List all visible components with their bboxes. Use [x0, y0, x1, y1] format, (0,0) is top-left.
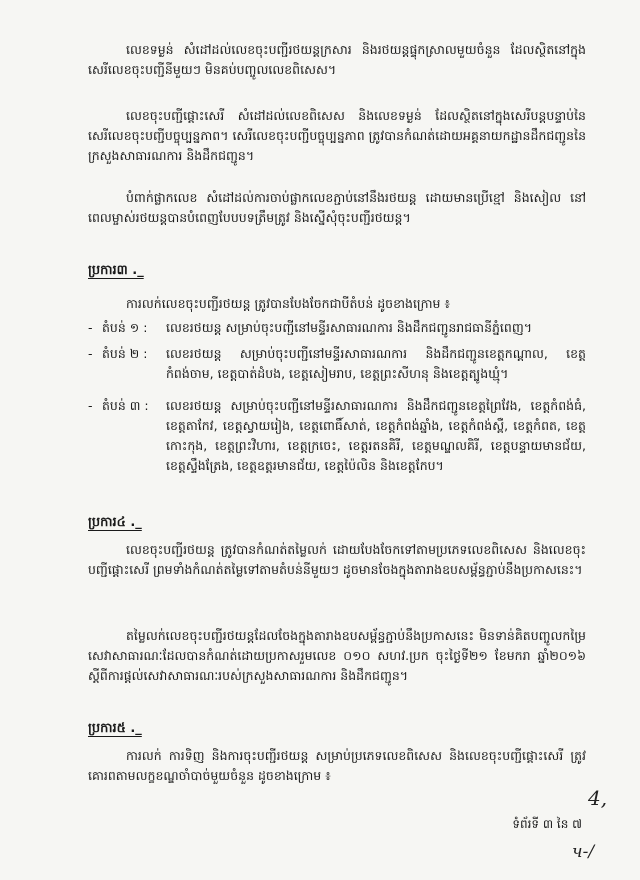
article-5-heading: ប្រការ៥ ._	[88, 721, 142, 736]
zone-3-label: តំបន់ ៣ :	[102, 398, 149, 413]
page-number-footer: ទំព័រទី ៣ នៃ ៧	[512, 817, 582, 831]
paragraph-plate-fitting-definition: បំពាក់ផ្លាកលេខ សំដៅដល់ការចាប់ផ្លាកលេខភ្ជាប់នៅនឹងរថយន្ត ដោយមានប្រើខ្មៅ និងសៀល នៅពេលម្ចាស់រថយន្តបានបំពេញបែបបទត្រឹមត្រូវ និងស្នើសុំចុះបញ្ជីរថយន្ត។	[88, 190, 586, 225]
handwritten-initial-bottom: ч-/	[572, 842, 595, 862]
article-3-heading: ប្រការ៣ ._	[88, 263, 144, 278]
zone-1-dash: -	[88, 320, 93, 335]
paragraph-heavy-number-definition: លេខទម្ងន់ សំដៅដល់លេខចុះបញ្ជីរថយន្តក្រសារ និងរថយន្តផ្ទុកស្រាលមួយចំនួន ដែលស្ថិតនៅក្នុងសេរីលេខចុះបញ្ជីនីមួយៗ មិនគប់បញ្ចូលលេខពិសេស។	[88, 42, 586, 77]
article-3-intro: ការលក់លេខចុះបញ្ជីរថយន្ត ត្រូវបានបែងចែកជាបីតំបន់ ដូចខាងក្រោម ៖	[126, 296, 450, 311]
paragraph-free-series-definition: លេខចុះបញ្ជីផ្តោះសេរី សំដៅដល់លេខពិសេស និងលេខទម្ងន់ ដែលស្ថិតនៅក្នុងសេរីបន្តបន្ទាប់នៃសេរីលេខចុះបញ្ជីបច្ចុប្បន្នភាព។ សេរីលេខចុះបញ្ជីបច្ចុប្បន្នភាព ត្រូវបានកំណត់ដោយអគ្គនាយកដ្ឋានដឹកជញ្ជូននៃក្រសួងសាធារណការ និងដឹកជញ្ជូន។	[88, 108, 586, 163]
article-5-conditions-paragraph: ការលក់ ការទិញ និងការចុះបញ្ជីរថយន្ត សម្រាប់ប្រភេទលេខពិសេស និងលេខចុះបញ្ជីផ្តោះសេរី ត្រូវគោរពតាមលក្ខខណ្ឌចាំបាច់មួយចំនួន ដូចខាងក្រោម ៖	[88, 748, 586, 783]
zone-1-text: លេខរថយន្ត សម្រាប់ចុះបញ្ជីនៅមន្ទីរសាធារណការ និងដឹកជញ្ជូនរាជធានីភ្នំពេញ។	[166, 320, 532, 335]
zone-3-text: លេខរថយន្ត សម្រាប់ចុះបញ្ជីនៅមន្ទីរសាធារណការ និងដឹកជញ្ជូនខេត្តព្រៃវែង, ខេត្តកំពង់ធំ, ខេត្តតាកែវ, ខេត្តស្វាយរៀង, ខេត្តពោធិ៍សាត់, ខេត្តកំពង់ឆ្នាំង, ខេត្តកំពង់ស្ពឺ, ខេត្តកំពត, ខេត្តកោះកុង, ខេត្តព្រះវិហារ, ខេត្តក្រចេះ, ខេត្តរតនគិរី, ខេត្តមណ្ឌលគិរី, ខេត្តបន្ទាយមានជ័យ, ខេត្តស្ទឹងត្រែង, ខេត្តឧត្តរមានជ័យ, ខេត្តប៉ៃលិន និងខេត្តកែប។	[166, 398, 586, 473]
zone-2-dash: -	[88, 346, 93, 361]
zone-2-item	[88, 344, 586, 384]
article-4-heading: ប្រការ៤ ._	[88, 515, 142, 530]
zone-1-item	[88, 318, 586, 338]
zone-2-text: លេខរថយន្ត សម្រាប់ចុះបញ្ជីនៅមន្ទីរសាធារណការ និងដឹកជញ្ជូនខេត្តកណ្តាល, ខេត្តកំពង់ចាម, ខេត្តបាត់ដំបង, ខេត្តសៀមរាប, ខេត្តព្រះសីហនុ និងខេត្តត្បូងឃ្មុំ។	[166, 346, 586, 381]
handwritten-initial-top: 4,	[588, 786, 608, 810]
zone-1-label: តំបន់ ១ :	[102, 320, 148, 335]
zone-3-item	[88, 396, 586, 476]
article-4-service-fee-paragraph: តម្លៃលក់លេខចុះបញ្ជីរថយន្តដែលចែងក្នុងតារាងឧបសម្ព័ន្ធភ្ជាប់នឹងប្រកាសនេះ មិនទាន់គិតបញ្ចូលកម្រៃសេវាសាធារណៈដែលបានកំណត់ដោយប្រកាសរួមលេខ ០១០ សហវ.ប្រក ចុះថ្ងៃទី២១ ខែមករា ឆ្នាំ២០១៦ ស្តីពីការផ្តល់សេវាសាធារណៈរបស់ក្រសួងសាធារណការ និងដឹកជញ្ជូន។	[88, 628, 586, 683]
article-4-pricing-paragraph: លេខចុះបញ្ជីរថយន្ត ត្រូវបានកំណត់តម្លៃលក់ ដោយបែងចែកទៅតាមប្រភេទលេខពិសេស និងលេខចុះបញ្ជីផ្តោះសេរី ព្រមទាំងកំណត់តម្លៃទៅតាមតំបន់នីមួយៗ ដូចមានចែងក្នុងតារាងឧបសម្ព័ន្ធភ្ជាប់នឹងប្រកាសនេះ។	[88, 542, 586, 577]
zone-3-dash: -	[88, 398, 93, 413]
zone-2-label: តំបន់ ២ :	[102, 346, 148, 361]
